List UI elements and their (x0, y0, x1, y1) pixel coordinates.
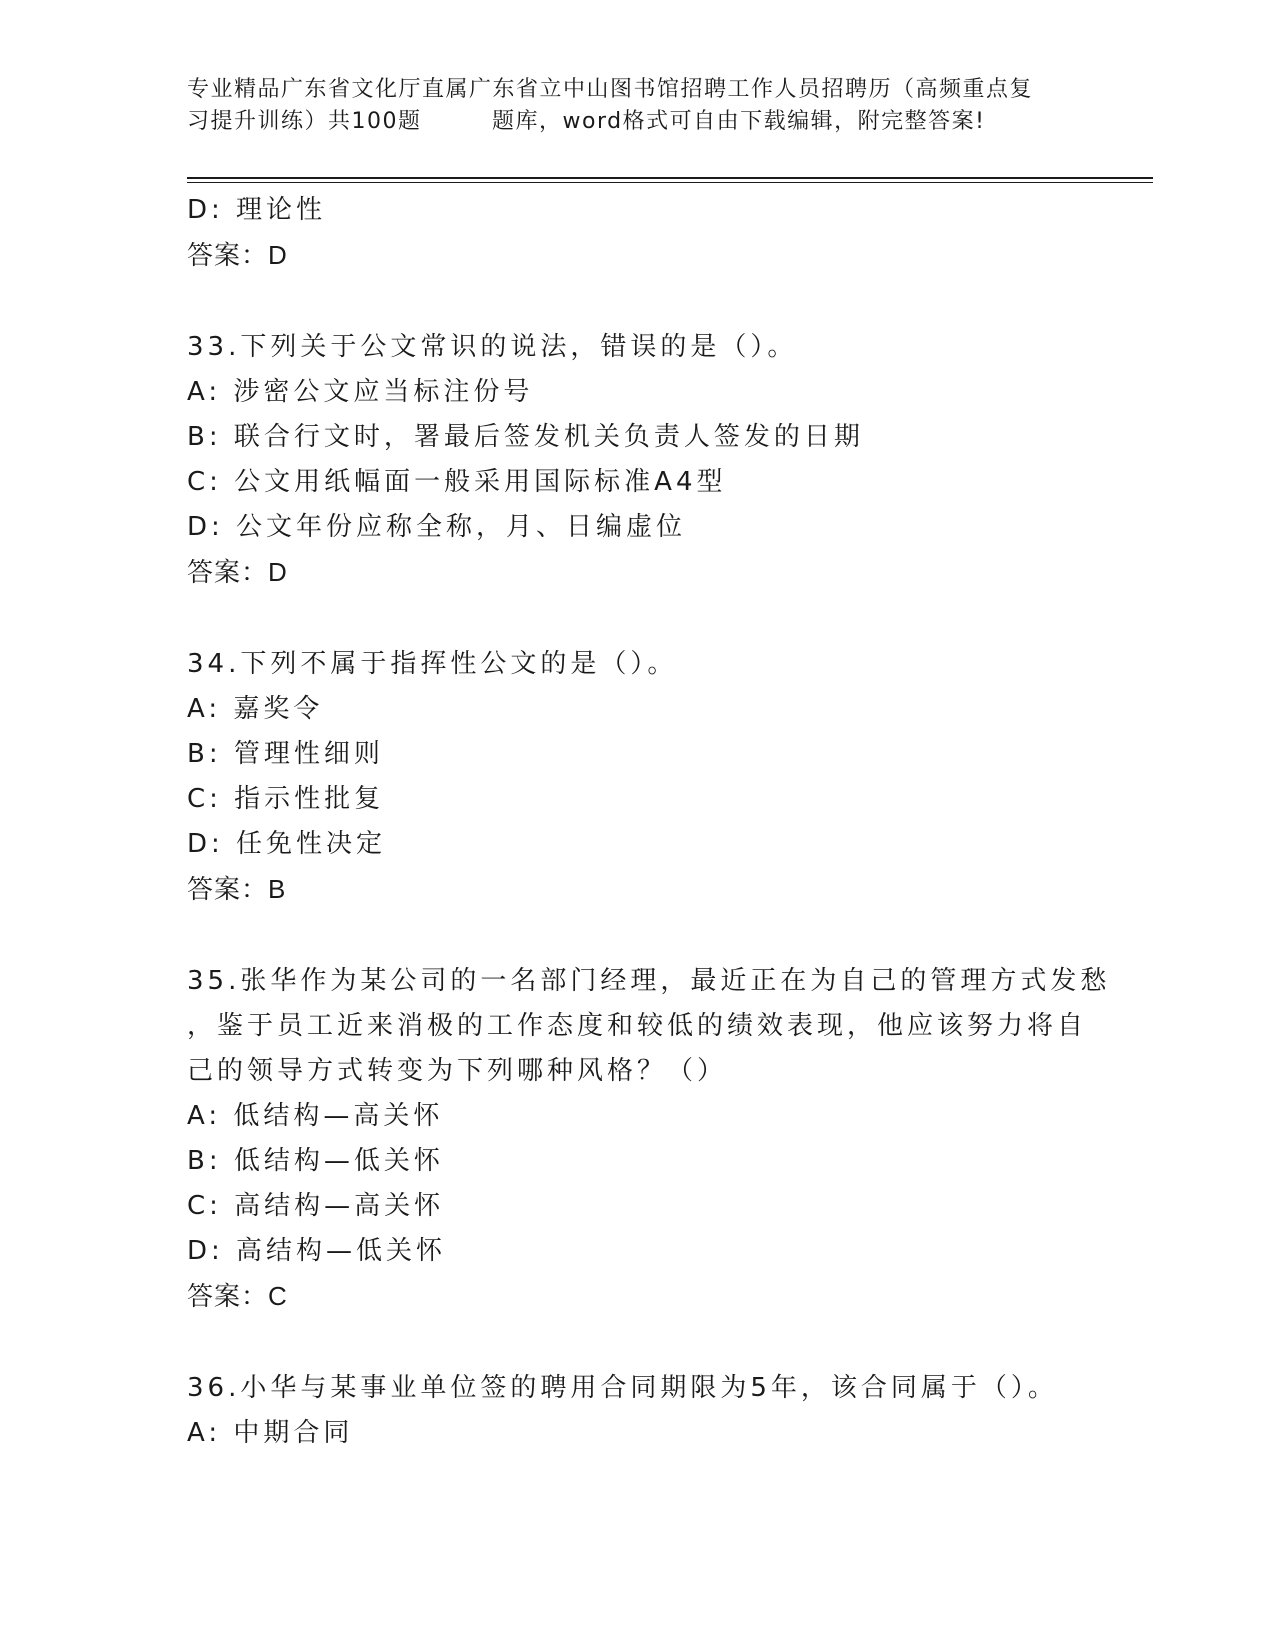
question-34 (187, 642, 1087, 912)
answer-label: 答案：C (187, 1281, 288, 1311)
question-stem-line-2: ，鉴于员工近来消极的工作态度和较低的绩效表现，他应该努力将自 (187, 1011, 1088, 1041)
answer-label: 答案：B (187, 874, 287, 904)
header-divider-thick (187, 177, 1153, 179)
question-36 (187, 1366, 1087, 1456)
header-line-2: 习提升训练）共100题 题库，word格式可自由下载编辑，附完整答案! (187, 109, 986, 134)
option-b: B: 联合行文时，署最后签发机关负责人签发的日期 (187, 422, 864, 452)
option-a: A: 中期合同 (187, 1418, 354, 1448)
header-divider-thin (187, 182, 1153, 183)
answer-label: 答案：D (187, 240, 288, 270)
option-c: C: 指示性批复 (187, 784, 385, 814)
question-list (187, 188, 1111, 1456)
option-a: A: 涉密公文应当标注份号 (187, 377, 534, 407)
option-a: A: 嘉奖令 (187, 694, 324, 724)
option-b: B: 管理性细则 (187, 739, 384, 769)
option-c: C: 公文用纸幅面一般采用国际标准A4型 (187, 467, 727, 497)
page-header (187, 74, 1087, 138)
option-c: C: 高结构—高关怀 (187, 1191, 445, 1221)
option-b: B: 低结构—低关怀 (187, 1146, 444, 1176)
option-d: D: 理论性 (187, 195, 327, 225)
question-35 (187, 959, 1111, 1319)
question-stem: 34.下列不属于指挥性公文的是（）。 (187, 649, 678, 679)
option-d: D: 高结构—低关怀 (187, 1236, 447, 1266)
question-stem: 36.小华与某事业单位签的聘用合同期限为5年，该合同属于（）。 (187, 1373, 1058, 1403)
answer-label: 答案：D (187, 557, 288, 587)
option-d: D: 任免性决定 (187, 829, 387, 859)
question-33 (187, 325, 1087, 595)
question-stem: 33.下列关于公文常识的说法，错误的是（）。 (187, 332, 798, 362)
header-line-1: 专业精品广东省文化厅直属广东省立中山图书馆招聘工作人员招聘历（高频重点复 (187, 77, 1034, 102)
option-a: A: 低结构—高关怀 (187, 1101, 444, 1131)
option-d: D: 公文年份应称全称，月、日编虚位 (187, 512, 687, 542)
question-stem-line-1: 35.张华作为某公司的一名部门经理，最近正在为自己的管理方式发愁 (187, 966, 1111, 996)
question-stem-line-3: 己的领导方式转变为下列哪种风格？（） (187, 1056, 728, 1086)
